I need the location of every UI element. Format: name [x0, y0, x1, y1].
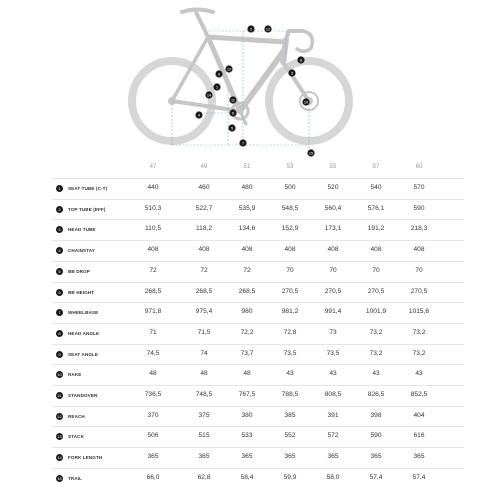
value-cell: 572	[327, 432, 339, 440]
value-cell: 270,5	[281, 287, 299, 295]
svg-text:9: 9	[217, 72, 221, 77]
value-cell: 826,5	[367, 391, 385, 398]
value-cell: 62,8	[197, 473, 211, 481]
value-cell: 118,2	[195, 225, 212, 233]
value-cell: 590	[413, 204, 425, 212]
value-cell: 552	[284, 432, 296, 440]
row-divider	[52, 406, 464, 407]
row-divider	[52, 344, 464, 345]
row-label: TOP TUBE (EFF)	[68, 206, 106, 212]
marker-7	[239, 139, 246, 146]
value-cell: 72,8	[283, 328, 297, 336]
value-cell: 590	[370, 432, 382, 440]
value-cell: 110,5	[144, 225, 161, 233]
value-cell: 975,4	[195, 308, 213, 316]
row-divider	[52, 261, 464, 262]
value-cell: 268,5	[195, 287, 213, 295]
svg-text:11: 11	[231, 98, 235, 103]
value-cell: 365	[370, 453, 382, 461]
value-cell: 408	[284, 246, 296, 254]
row-number-badge: 10	[57, 372, 62, 378]
row-number-badge: 4	[56, 247, 63, 254]
table-row	[0, 240, 500, 260]
value-cell: 510,3	[144, 204, 162, 212]
marker-8	[297, 56, 304, 63]
value-cell: 72,2	[240, 328, 254, 336]
value-cell: 173,1	[324, 225, 342, 233]
size-header-60: 60	[415, 164, 423, 170]
geometry-table	[0, 158, 500, 500]
value-cell: 57,4	[369, 473, 383, 481]
svg-text:7: 7	[241, 141, 245, 146]
value-cell: 736,5	[144, 391, 162, 398]
value-cell: 71,5	[197, 328, 211, 336]
row-number-badge: 5	[56, 268, 63, 275]
table-row	[0, 323, 500, 343]
row-divider	[52, 199, 464, 200]
row-label: REACH	[68, 413, 85, 419]
value-cell: 57,4	[412, 473, 426, 481]
value-cell: 408	[370, 246, 382, 254]
table-row	[0, 302, 500, 322]
row-number-badge: 8	[56, 330, 63, 337]
row-divider	[52, 219, 464, 220]
value-cell: 408	[241, 246, 253, 254]
size-header-53: 53	[286, 164, 294, 170]
table-row	[0, 364, 500, 384]
table-row	[0, 261, 500, 281]
value-cell: 365	[241, 453, 253, 461]
row-number-badge: 11	[57, 393, 62, 398]
svg-text:8: 8	[299, 58, 303, 63]
value-cell: 73	[329, 328, 337, 336]
row-label: CHAINSTAY	[68, 248, 95, 254]
marker-6	[229, 109, 236, 116]
value-cell: 540	[370, 184, 382, 191]
value-cell: 788,5	[281, 391, 299, 398]
value-cell: 522,7	[195, 204, 213, 212]
value-cell: 48	[149, 370, 157, 378]
row-number-badge: 2	[56, 206, 63, 213]
value-cell: 365	[327, 453, 339, 461]
value-cell: 500	[284, 184, 296, 191]
value-cell: 268,5	[238, 287, 256, 295]
value-cell: 980	[241, 308, 253, 316]
row-label: HEAD TUBE	[68, 227, 96, 233]
svg-text:2: 2	[249, 27, 253, 32]
value-cell: 548,5	[281, 204, 299, 212]
marker-12	[264, 25, 271, 32]
row-number-badge: 14	[57, 455, 62, 461]
value-cell: 134,6	[238, 225, 256, 233]
value-cell: 72	[149, 266, 157, 274]
svg-text:12: 12	[265, 27, 271, 32]
row-divider	[52, 364, 464, 365]
table-row	[0, 178, 500, 198]
value-cell: 73,2	[369, 328, 383, 336]
marker-11	[229, 96, 236, 103]
value-cell: 380	[241, 411, 253, 419]
row-label: BB HEIGHT	[68, 289, 95, 295]
row-number-badge: 6	[56, 289, 63, 296]
value-cell: 70	[286, 266, 294, 274]
value-cell: 971,8	[144, 308, 162, 316]
size-header-47: 47	[149, 164, 157, 170]
value-cell: 440	[147, 184, 159, 191]
value-cell: 73,5	[326, 349, 340, 357]
row-label: WHEELBASE	[68, 310, 99, 316]
value-cell: 852,5	[410, 391, 428, 398]
value-cell: 520	[327, 184, 339, 191]
value-cell: 48	[243, 370, 251, 378]
svg-text:3: 3	[290, 71, 294, 76]
value-cell: 808,5	[324, 391, 342, 398]
value-cell: 48	[200, 370, 208, 378]
row-divider	[52, 178, 464, 179]
value-cell: 398	[370, 411, 382, 419]
value-cell: 385	[284, 411, 296, 419]
value-cell: 270,5	[324, 287, 342, 295]
size-header-57: 57	[372, 164, 380, 170]
marker-15	[307, 149, 314, 156]
value-cell: 365	[413, 453, 425, 461]
table-row	[0, 282, 500, 302]
value-cell: 66,0	[146, 473, 160, 481]
value-cell: 391	[327, 411, 339, 419]
size-header-51: 51	[243, 164, 251, 170]
value-cell: 365	[284, 453, 296, 461]
value-cell: 70	[372, 266, 380, 274]
value-cell: 408	[413, 246, 425, 254]
marker-5	[228, 124, 235, 131]
value-cell: 73,2	[412, 328, 426, 336]
row-number-badge: 15	[57, 475, 62, 481]
size-header-49: 49	[200, 164, 208, 170]
svg-text:6: 6	[231, 111, 235, 116]
row-label: SEAT TUBE (C-T)	[68, 186, 108, 191]
table-row	[0, 426, 500, 446]
row-number-badge: 1	[56, 185, 63, 192]
value-cell: 70	[415, 266, 423, 274]
value-cell: 73,7	[240, 349, 254, 357]
value-cell: 73,2	[369, 349, 383, 357]
value-cell: 58,4	[240, 473, 254, 481]
value-cell: 43	[329, 370, 337, 378]
value-cell: 365	[147, 453, 159, 461]
row-number-badge: 7	[56, 309, 63, 316]
row-label: RAKE	[68, 372, 82, 378]
value-cell: 72	[200, 266, 208, 274]
marker-13	[225, 65, 232, 72]
marker-10	[302, 98, 309, 105]
marker-9	[215, 70, 222, 77]
row-divider	[52, 323, 464, 324]
row-divider	[52, 447, 464, 448]
svg-text:4: 4	[197, 113, 201, 118]
row-divider	[52, 302, 464, 303]
row-number-badge: 3	[56, 226, 63, 233]
value-cell: 152,9	[281, 225, 299, 233]
value-cell: 365	[198, 453, 210, 461]
value-cell: 71	[149, 328, 157, 336]
row-label: SEAT ANGLE	[68, 351, 99, 357]
bike-geometry-diagram	[0, 0, 500, 160]
value-cell: 1015,6	[408, 308, 430, 316]
value-cell: 268,5	[144, 287, 162, 295]
value-cell: 43	[372, 370, 380, 378]
svg-text:13: 13	[226, 67, 232, 72]
value-cell: 480	[241, 184, 253, 191]
row-number-badge: 12	[57, 413, 62, 419]
svg-text:1: 1	[215, 85, 219, 90]
marker-14	[205, 91, 212, 98]
marker-4	[195, 111, 202, 118]
value-cell: 59,9	[283, 473, 297, 481]
value-cell: 72	[243, 266, 251, 274]
table-row	[0, 199, 500, 219]
value-cell: 981,2	[281, 308, 299, 316]
value-cell: 404	[413, 411, 425, 419]
row-label: STACK	[68, 434, 84, 440]
value-cell: 991,4	[324, 308, 342, 316]
value-cell: 370	[147, 411, 159, 419]
svg-text:5: 5	[230, 126, 234, 131]
table-row	[0, 406, 500, 426]
svg-text:15: 15	[308, 151, 314, 156]
value-cell: 270,5	[367, 287, 385, 295]
row-label: TRAIL	[68, 475, 83, 481]
value-cell: 58,0	[326, 473, 340, 481]
table-row	[0, 344, 500, 364]
row-number-badge: 13	[57, 434, 62, 440]
value-cell: 70	[329, 266, 337, 274]
value-cell: 43	[286, 370, 294, 378]
table-row	[0, 219, 500, 239]
value-cell: 748,5	[195, 391, 213, 398]
value-cell: 191,2	[367, 225, 385, 233]
row-label: STANDOVER	[68, 393, 98, 398]
size-header-55: 55	[329, 164, 337, 170]
value-cell: 74	[200, 349, 208, 357]
value-cell: 408	[198, 246, 210, 254]
row-divider	[52, 240, 464, 241]
value-cell: 570	[413, 184, 425, 191]
row-divider	[52, 468, 464, 469]
row-label: HEAD ANGLE	[68, 330, 100, 336]
value-cell: 460	[198, 184, 210, 191]
value-cell: 515	[198, 432, 210, 440]
row-label: BB DROP	[68, 268, 90, 274]
value-cell: 74,5	[146, 349, 160, 357]
value-cell: 616	[413, 432, 425, 440]
value-cell: 73,2	[412, 349, 426, 357]
value-cell: 576,1	[367, 204, 385, 212]
marker-1	[213, 83, 220, 90]
marker-3	[288, 69, 295, 76]
value-cell: 535,9	[238, 204, 256, 212]
value-cell: 270,5	[410, 287, 428, 295]
value-cell: 43	[415, 370, 423, 378]
value-cell: 560,4	[324, 204, 342, 212]
row-number-badge: 9	[56, 351, 63, 358]
value-cell: 533	[241, 432, 253, 440]
value-cell: 1001,9	[365, 308, 387, 316]
table-row	[0, 447, 500, 467]
svg-text:10: 10	[303, 100, 309, 105]
value-cell: 408	[327, 246, 339, 254]
value-cell: 408	[147, 246, 159, 254]
table-row	[0, 468, 500, 488]
row-label: FORK LENGTH	[68, 455, 103, 461]
row-divider	[52, 385, 464, 386]
value-cell: 375	[198, 411, 210, 419]
marker-2	[247, 25, 254, 32]
value-cell: 506	[147, 432, 159, 440]
value-cell: 73,5	[283, 349, 297, 357]
value-cell: 767,5	[238, 391, 256, 398]
svg-text:14: 14	[206, 93, 212, 98]
row-divider	[52, 426, 464, 427]
row-divider	[52, 282, 464, 283]
table-row	[0, 385, 500, 405]
value-cell: 218,3	[410, 225, 428, 233]
